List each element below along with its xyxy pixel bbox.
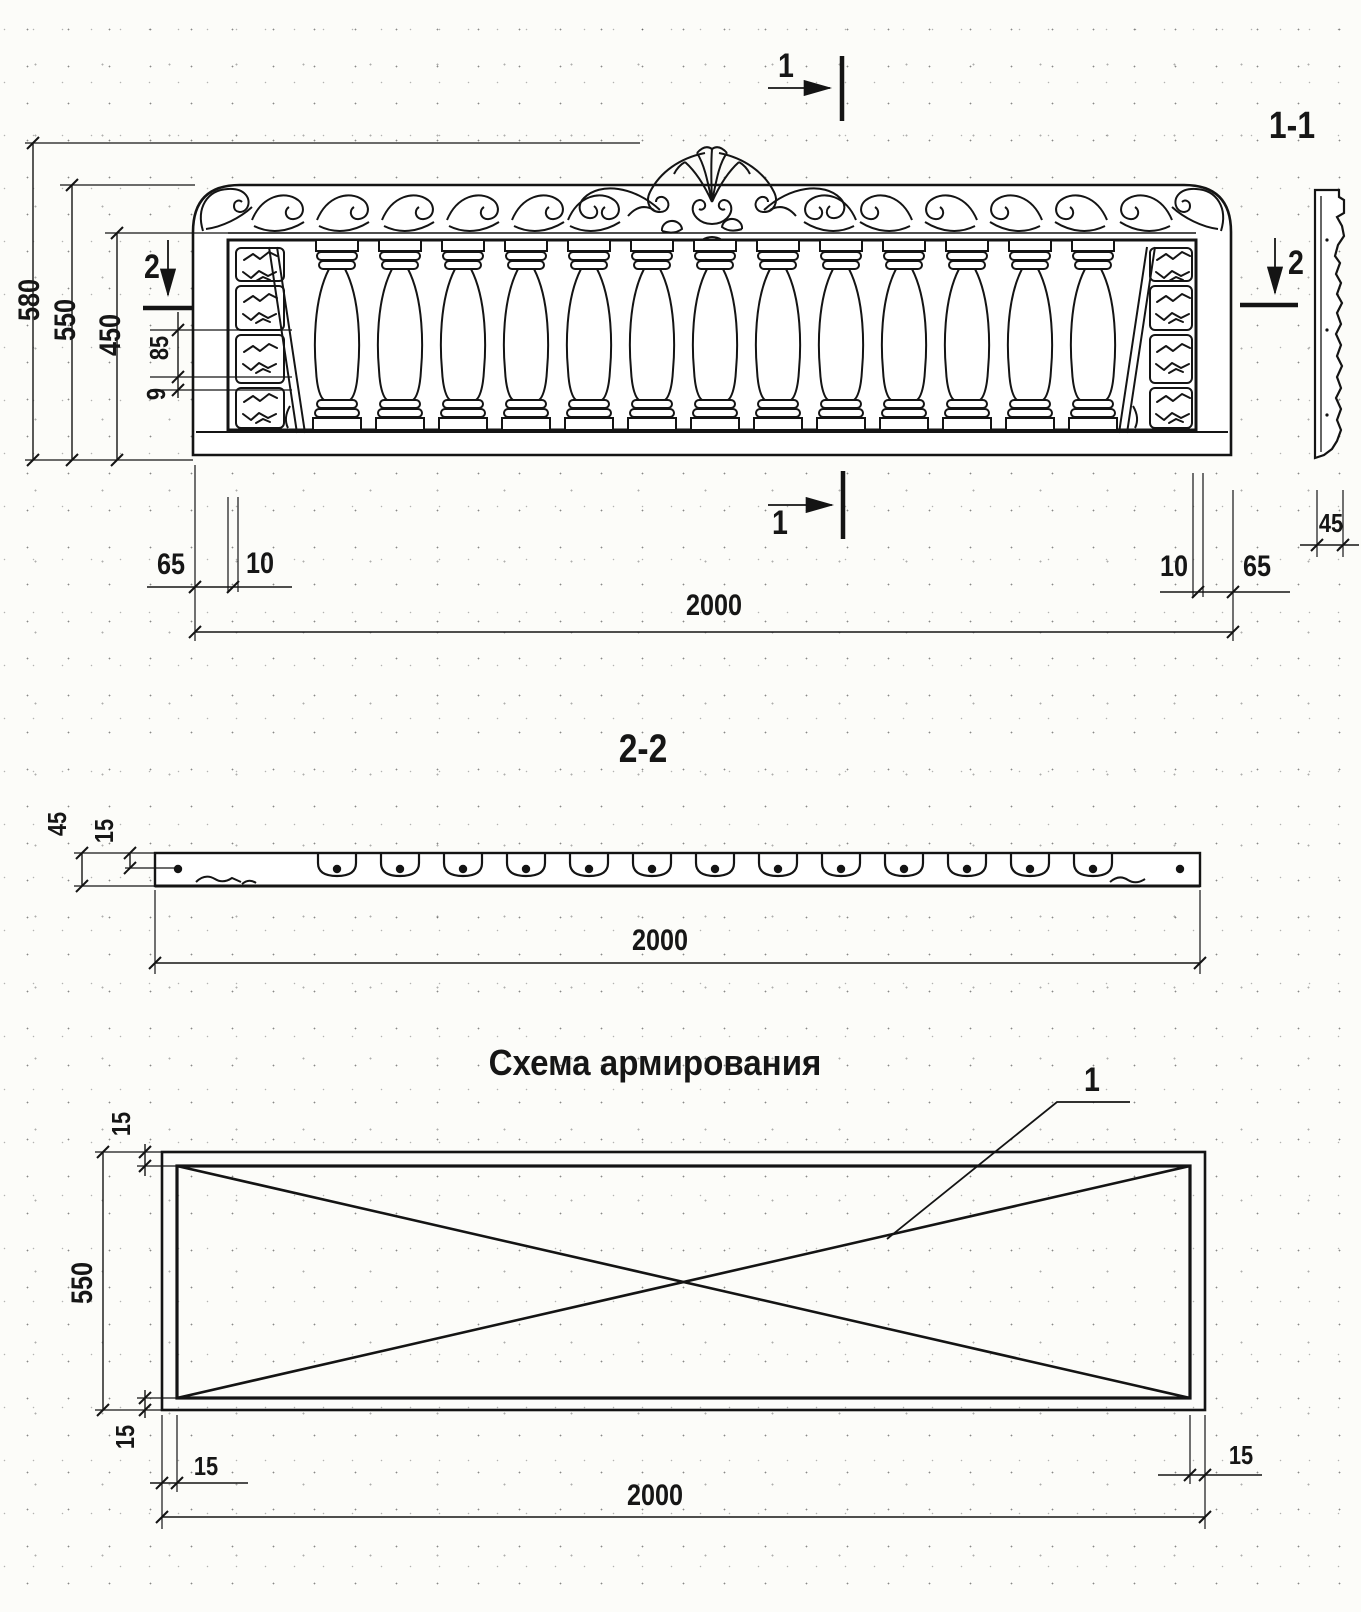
section-2-2-strip bbox=[155, 853, 1200, 886]
bar-mark-1: 1 bbox=[1084, 1061, 1100, 1099]
view-title-2-2: 2-2 bbox=[618, 727, 668, 771]
dim-450: 450 bbox=[94, 313, 127, 357]
dim-10-right: 10 bbox=[1159, 550, 1189, 583]
section-mark-2-right: 2 bbox=[1288, 244, 1304, 282]
section-mark-1-bottom: 1 bbox=[772, 504, 788, 542]
dim-15-scheme-top: 15 bbox=[106, 1111, 136, 1137]
dim-2000-strip: 2000 bbox=[631, 924, 689, 957]
bar-leader-line bbox=[887, 1102, 1130, 1239]
dim-15-scheme-right: 15 bbox=[1228, 1440, 1254, 1470]
dim-65-right: 65 bbox=[1242, 550, 1272, 583]
dim-65-left: 65 bbox=[156, 548, 186, 581]
dim-9: 9 bbox=[141, 387, 171, 401]
dim-15-scheme-bottom: 15 bbox=[110, 1424, 140, 1450]
dim-15-scheme-left: 15 bbox=[193, 1451, 219, 1481]
dim-550-scheme: 550 bbox=[66, 1261, 99, 1305]
section-mark-1-top: 1 bbox=[778, 47, 794, 85]
section-mark-2-left: 2 bbox=[144, 248, 160, 286]
dim-85: 85 bbox=[144, 335, 174, 361]
dim-550: 550 bbox=[49, 298, 82, 342]
section-1-1-profile bbox=[1315, 190, 1344, 458]
dim-45-profile: 45 bbox=[1318, 508, 1344, 538]
dim-45-strip: 45 bbox=[42, 811, 72, 837]
dim-2000-scheme: 2000 bbox=[626, 1479, 684, 1512]
dim-15-strip: 15 bbox=[89, 818, 119, 844]
view-title-1-1: 1-1 bbox=[1268, 105, 1316, 147]
dim-580: 580 bbox=[13, 278, 46, 322]
reinforcement-title: Схема армирования bbox=[488, 1042, 822, 1083]
elevation-view bbox=[193, 147, 1231, 455]
dim-10-left: 10 bbox=[245, 547, 275, 580]
dim-2000-elevation: 2000 bbox=[685, 589, 743, 622]
reinforcement-scheme bbox=[162, 1102, 1205, 1410]
